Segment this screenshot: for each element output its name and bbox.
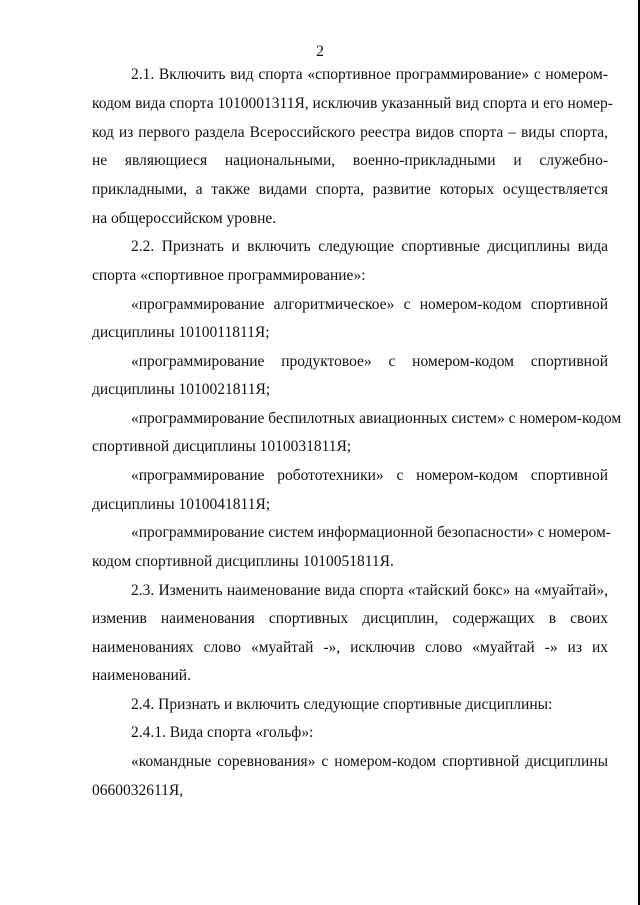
text-line: спортивной дисциплины 1010031811Я; <box>92 438 352 455</box>
text-line: изменив наименования спортивных дисциплин, содержащих в своих <box>92 610 608 627</box>
text-line: «программирование алгоритмическое» с номером-кодом спортивной <box>131 296 608 313</box>
text-line: наименованиях слово «муайтай -», исключив слово «муайтай -» из их <box>92 639 608 656</box>
text-line: прикладными, а также видами спорта, развитие которых осуществляется <box>92 181 608 198</box>
text-line: дисциплины 1010021811Я; <box>92 381 271 398</box>
text-line: дисциплины 1010041811Я; <box>92 496 271 513</box>
text-line: «программирование продуктовое» с номером-кодом спортивной <box>131 353 608 370</box>
text-line: кодом спортивной дисциплины 1010051811Я. <box>92 553 394 570</box>
text-line: дисциплины 1010011811Я; <box>92 324 270 341</box>
text-line: 2.1. Включить вид спорта «спортивное программирование» с номером- <box>131 66 608 83</box>
text-line: на общероссийском уровне. <box>92 210 277 227</box>
text-line: 2.4. Признать и включить следующие спортивные дисциплины: <box>131 696 553 713</box>
text-line: «программирование беспилотных авиационных систем» с номером-кодом <box>131 410 622 427</box>
page-number: 2 <box>316 43 324 60</box>
text-line: кодом вида спорта 1010001311Я, исключив указанный вид спорта и его номер- <box>92 95 613 112</box>
text-line: 2.2. Признать и включить следующие спортивные дисциплины вида <box>131 238 608 255</box>
text-line: «командные соревнования» с номером-кодом спортивной дисциплины <box>131 753 608 770</box>
text-line: наименований. <box>92 667 191 684</box>
text-line: 2.4.1. Вида спорта «гольф»: <box>131 724 314 741</box>
text-line: 0660032611Я, <box>92 782 184 799</box>
text-line: «программирование систем информационной безопасности» с номером- <box>131 524 611 541</box>
text-line: спорта «спортивное программирование»: <box>92 267 366 284</box>
text-line: 2.3. Изменить наименование вида спорта «тайский бокс» на «муайтай», <box>131 582 608 599</box>
text-line: «программирование робототехники» с номером-кодом спортивной <box>131 467 608 484</box>
text-line: код из первого раздела Всероссийского реестра видов спорта – виды спорта, <box>92 124 608 141</box>
text-line: не являющиеся национальными, военно-прикладными и служебно- <box>92 152 608 169</box>
